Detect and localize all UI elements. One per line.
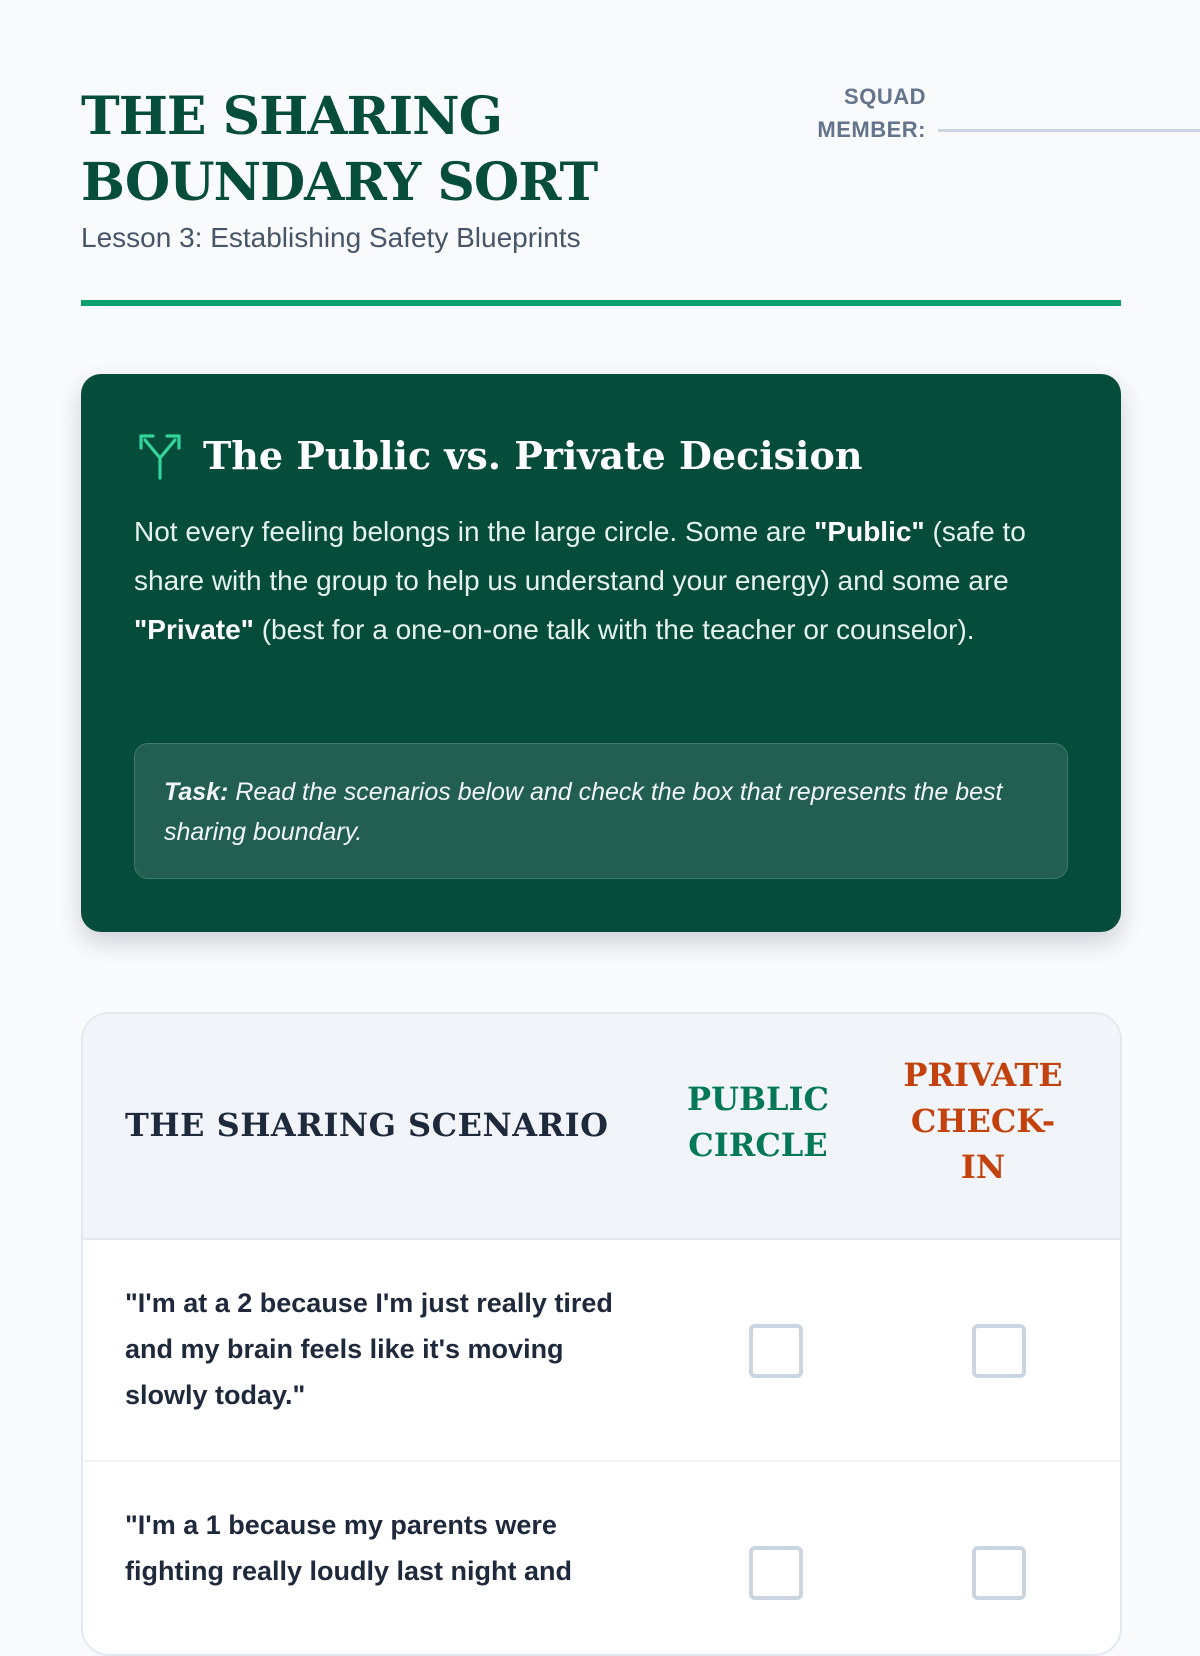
body-part-3: (best for a one-on-one talk with the teacher or counselor). [253, 614, 975, 645]
card-header [133, 428, 862, 482]
squad-member-label [736, 80, 926, 146]
table-row [83, 1462, 1120, 1656]
task-text [164, 772, 1024, 852]
title-line-1: THE SHARING [81, 86, 503, 147]
private-checkin-checkbox[interactable] [972, 1546, 1026, 1600]
scenario-text: "I'm a 1 because my parents were fighting really loudly last night and [125, 1510, 573, 1586]
squad-member-field [736, 80, 1200, 146]
sharing-table [81, 1012, 1122, 1656]
squad-member-input-line[interactable] [938, 129, 1200, 132]
title-line-2: BOUNDARY SORT [81, 152, 598, 213]
fork-arrow-icon [133, 428, 187, 482]
page-subtitle: Lesson 3: Establishing Safety Blueprints [81, 222, 581, 253]
header-divider [81, 300, 1121, 306]
task-label: Task: [164, 778, 229, 806]
table-row [83, 1240, 1120, 1462]
public-keyword: "Public" [814, 516, 925, 547]
scenario-text: "I'm at a 2 because I'm just really tired and my brain feels like it's moving slowly today." [125, 1288, 613, 1410]
public-circle-checkbox[interactable] [749, 1546, 803, 1600]
column-header-scenario: THE SHARING SCENARIO [125, 1106, 609, 1144]
column-header-private: PRIVATE CHECK-IN [903, 1056, 1063, 1186]
squad-label-line-2: MEMBER: [817, 117, 926, 142]
card-title: The Public vs. Private Decision [203, 432, 863, 478]
table-header [83, 1014, 1120, 1240]
task-box [134, 743, 1068, 879]
header [81, 84, 1121, 254]
task-instruction: Read the scenarios below and check the box that represents the best sharing boundary. [164, 778, 1003, 846]
public-circle-checkbox[interactable] [749, 1324, 803, 1378]
body-part-2: (safe to share with the group to help us understand your energy) and some are [134, 516, 1026, 596]
private-keyword: "Private" [134, 614, 254, 645]
body-part-1: Not every feeling belongs in the large circle. Some are [134, 516, 815, 547]
private-checkin-checkbox[interactable] [972, 1324, 1026, 1378]
squad-label-line-1: SQUAD [844, 84, 926, 109]
card-description [134, 507, 1074, 654]
column-header-public: PUBLIC CIRCLE [687, 1080, 829, 1164]
intro-card [81, 374, 1121, 932]
